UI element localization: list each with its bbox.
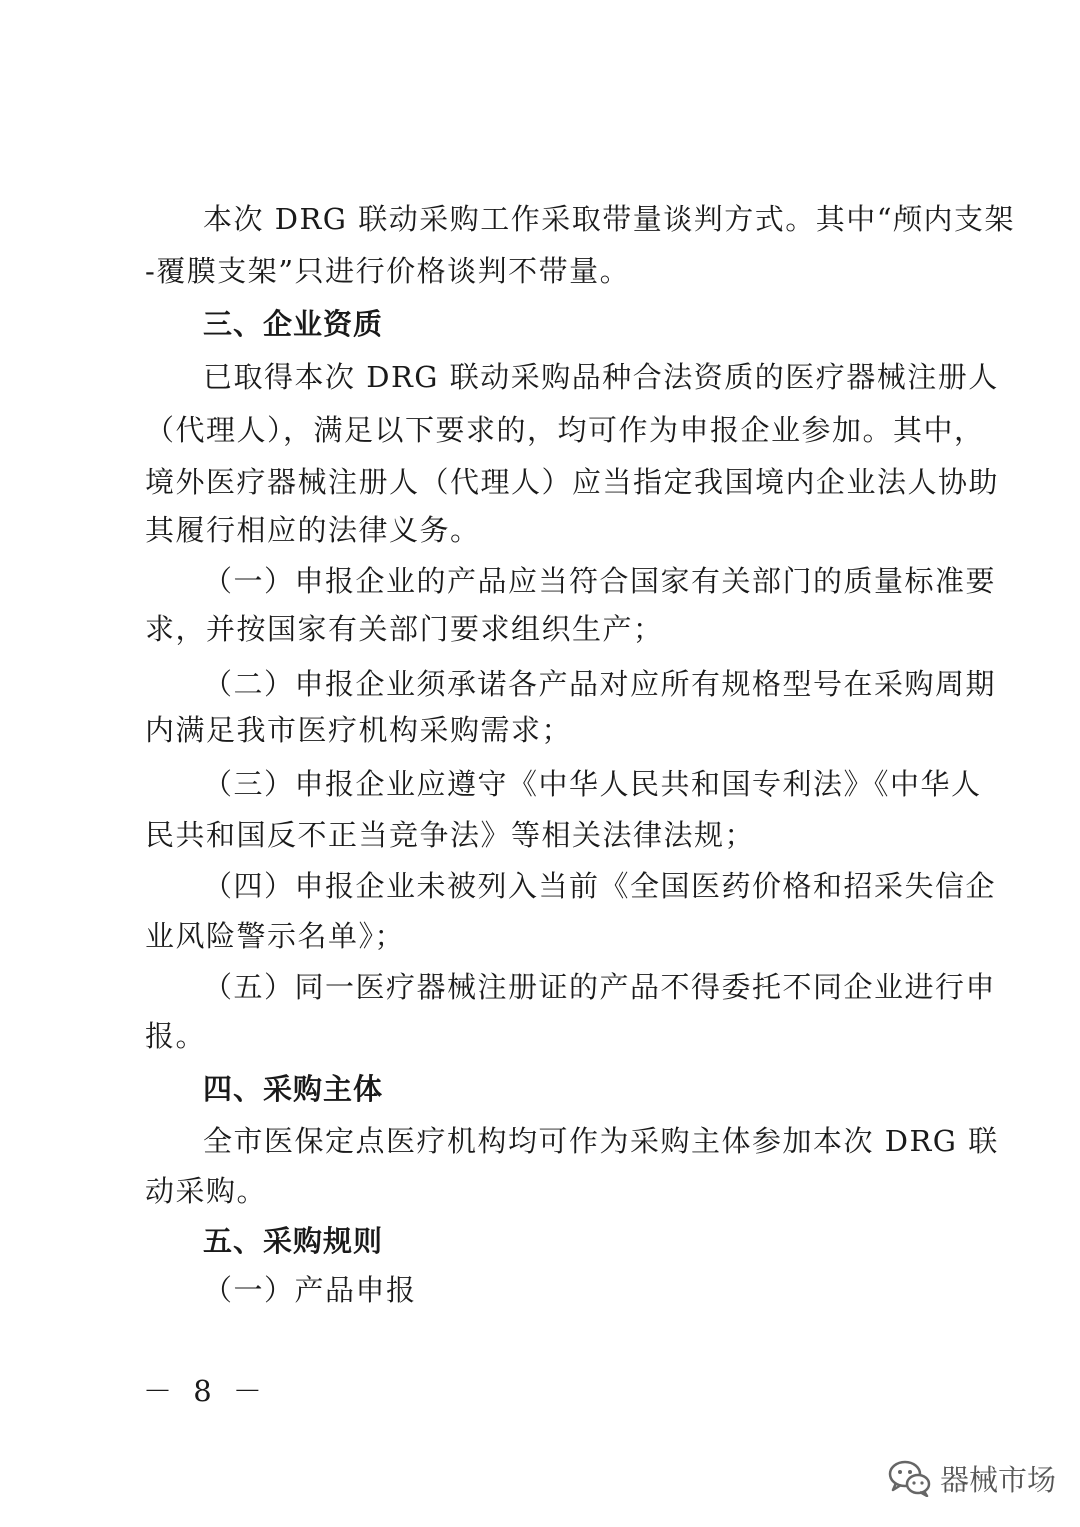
section-heading: 三、企业资质 [203, 307, 384, 341]
paragraph-line: （二）申报企业须承诺各产品对应所有规格型号在采购周期 [203, 667, 997, 701]
paragraph-line: 内满足我市医疗机构采购需求； [145, 713, 573, 747]
paragraph-line: （代理人），满足以下要求的，均可作为申报企业参加。其中， [145, 413, 985, 447]
paragraph-line: 本次 DRG 联动采购工作采取带量谈判方式。其中“颅内支架 [203, 202, 1016, 236]
section-heading: 五、采购规则 [203, 1224, 384, 1258]
paragraph-line: 报。 [145, 1019, 207, 1053]
paragraph-line: （一）产品申报 [203, 1273, 417, 1307]
paragraph-line: 动采购。 [145, 1174, 268, 1208]
paragraph-line: 业风险警示名单》； [145, 919, 406, 953]
watermark-text: 器械市场 [940, 1462, 1057, 1497]
paragraph-line: 其履行相应的法律义务。 [145, 513, 481, 547]
paragraph-line: （一）申报企业的产品应当符合国家有关部门的质量标准要 [203, 564, 997, 598]
page-number: － 8 － [143, 1374, 268, 1408]
wechat-icon [888, 1459, 932, 1497]
wechat-watermark [888, 1456, 1056, 1500]
paragraph-line: 民共和国反不正当竞争法》等相关法律法规； [145, 818, 756, 852]
section-heading: 四、采购主体 [203, 1072, 384, 1106]
paragraph-line: 求，并按国家有关部门要求组织生产； [145, 612, 664, 646]
paragraph-line: 境外医疗器械注册人（代理人）应当指定我国境内企业法人协助 [145, 465, 1000, 499]
paragraph-line: 已取得本次 DRG 联动采购品种合法资质的医疗器械注册人 [203, 360, 999, 394]
paragraph-line: （三）申报企业应遵守《中华人民共和国专利法》《中华人 [203, 767, 982, 801]
paragraph-line: 全市医保定点医疗机构均可作为采购主体参加本次 DRG 联 [203, 1124, 999, 1158]
paragraph-line: -覆膜支架”只进行价格谈判不带量。 [145, 254, 631, 288]
paragraph-line: （五）同一医疗器械注册证的产品不得委托不同企业进行申 [203, 970, 997, 1004]
paragraph-line: （四）申报企业未被列入当前《全国医药价格和招采失信企 [203, 869, 997, 903]
